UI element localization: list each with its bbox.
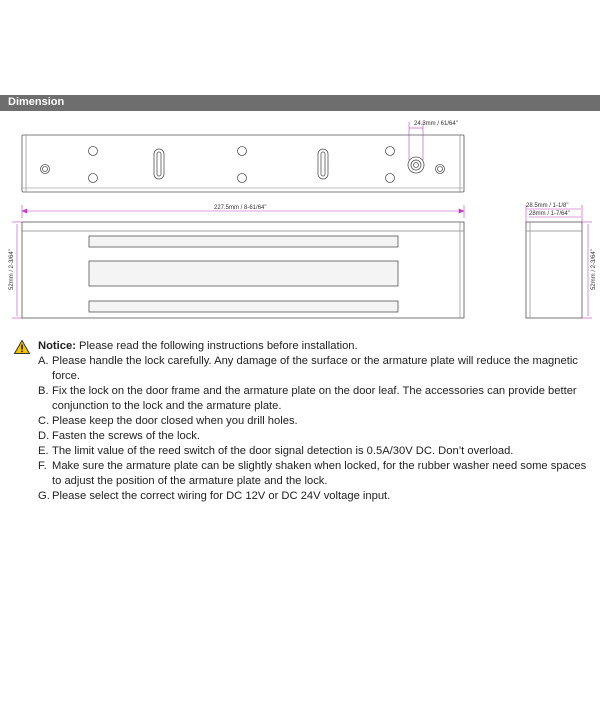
item-letter: C. [38,415,50,427]
item-text: Please keep the door closed when you drill holes. [52,415,298,427]
item-text: The limit value of the reed switch of the door signal detection is 0.5A/30V DC. Don’t overload. [52,445,514,457]
dim-depth-inner-label: 28mm / 1-7/64" [529,211,570,217]
item-letter: G. [38,490,50,502]
warning-triangle-icon [14,340,30,354]
item-text: Please select the correct wiring for DC 12V or DC 24V voltage input. [52,490,391,502]
list-item [38,384,594,414]
dim-height-side-label: 52mm / 2-3/64" [591,249,597,290]
item-letter: B. [38,385,49,397]
lock-top-view [22,135,464,192]
list-item [38,414,594,429]
list-item [38,489,594,504]
notice-intro: Please read the following instructions before installation. [75,340,358,352]
dim-length-label: 227.5mm / 8-61/64" [214,205,267,211]
list-item [38,354,594,384]
dim-depth-outer-label: 28.5mm / 1-1/8" [526,203,569,209]
item-text: Fix the lock on the door frame and the armature plate on the door leaf. The accessories can provide better conjunction to the lock and the armature plate. [52,385,577,412]
dimension-drawing [0,0,600,330]
notice-list [14,354,594,504]
item-text: Make sure the armature plate can be slightly shaken when locked, for the rubber washer need some spaces to adjust the position of the armature plate and the lock. [52,460,587,487]
notice-title-row [14,339,594,354]
dim-height-front-label: 52mm / 2-3/64" [9,249,15,290]
dim-top-hole [409,122,423,160]
item-letter: D. [38,430,50,442]
item-text: Fasten the screws of the lock. [52,430,200,442]
list-item [38,444,594,459]
lock-front-view [22,222,464,318]
section-title: Dimension [8,96,65,108]
dim-top-hole-label: 24.3mm / 61/64" [414,121,458,127]
notice-section [14,339,594,504]
notice-label: Notice: [38,340,76,352]
lock-side-view [526,222,582,318]
item-letter: F. [38,460,47,472]
item-letter: A. [38,355,49,367]
item-text: Please handle the lock carefully. Any damage of the surface or the armature plate will reduce the magnetic force. [52,355,578,382]
list-item [38,429,594,444]
list-item [38,459,594,489]
item-letter: E. [38,445,49,457]
